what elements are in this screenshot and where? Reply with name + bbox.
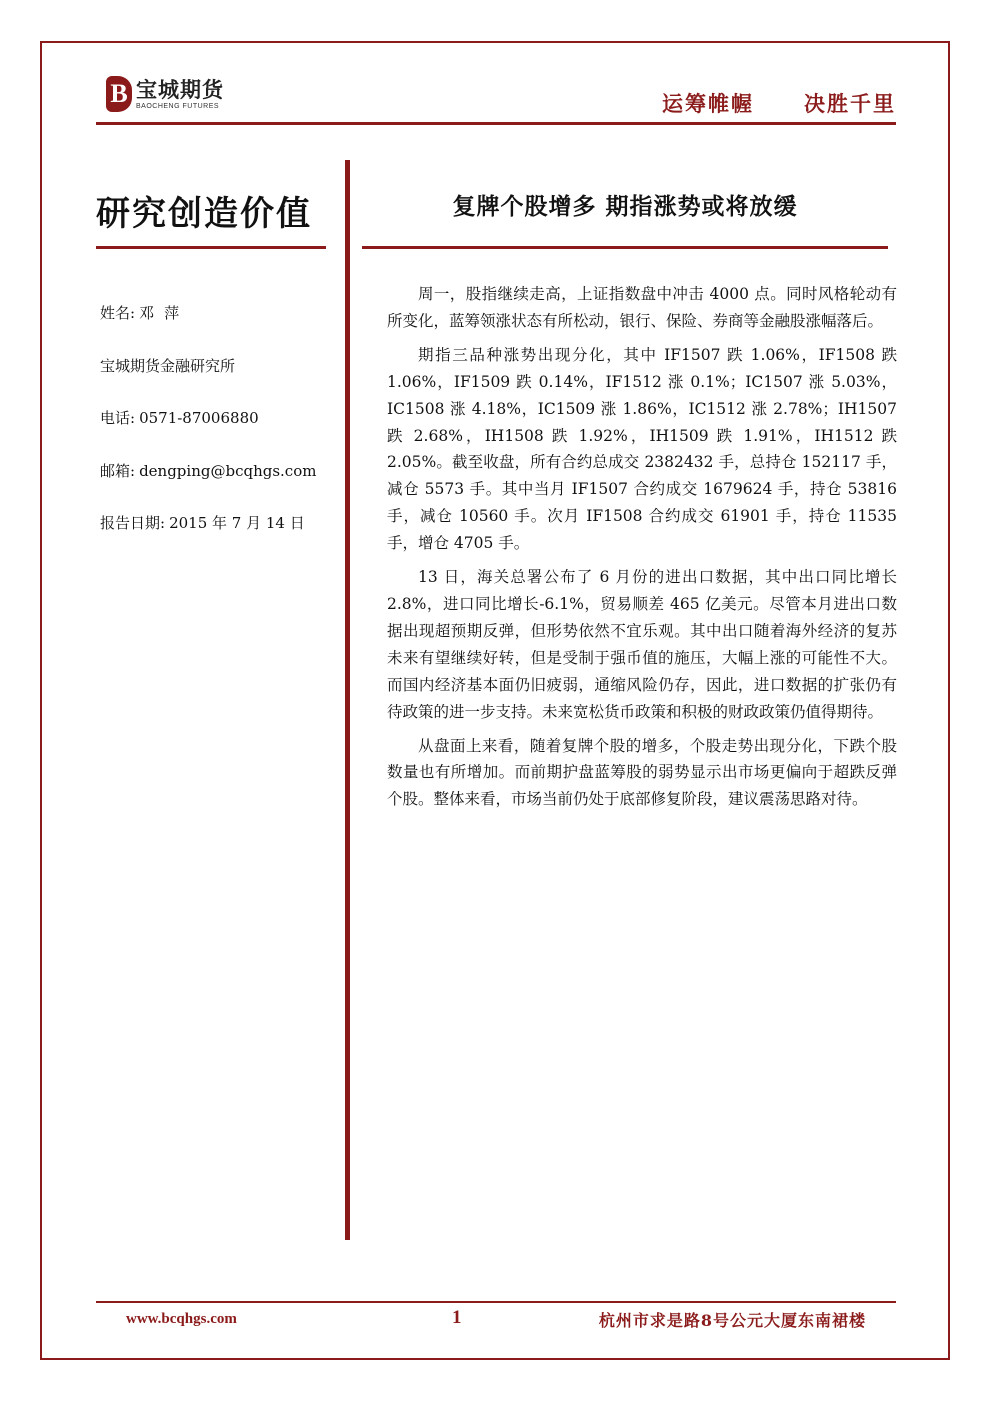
email-value: dengping@bcqhgs.com: [139, 462, 317, 480]
article-paragraph: 13 日，海关总署公布了 6 月份的进出口数据，其中出口同比增长 2.8%，进口同比增长-6.1%，贸易顺差 465 亿美元。尽管本月进出口数据出现超预期反弹，但形势依然不宜乐观。其中出口随着海外经济的复苏未来有望继续好转，但是受制于强币值的施压，大幅上涨的可能性不大。而国内经济基本面仍旧疲弱，通缩风险仍存，因此，进口数据的扩张仍有待政策的进一步支持。未来宽松货币政策和积极的财政政策仍值得期待。: [387, 568, 897, 721]
phone-value: 0571-87006880: [139, 409, 259, 427]
logo-cn: 宝城期货: [136, 76, 224, 102]
email-label: 邮箱:: [100, 462, 136, 480]
slogan-part-2: 决胜千里: [804, 91, 896, 116]
slogan: [662, 88, 896, 118]
article-body: [387, 281, 897, 820]
article-paragraph: 期指三品种涨势出现分化，其中 IF1507 跌 1.06%，IF1508 跌 1.06%，IF1509 跌 0.14%，IF1512 涨 0.1%；IC1507 涨 5.03%，IC1508 涨 4.18%，IC1509 涨 1.86%，IC1512 涨 2.78%；IH1507 跌 2.68%，IH1508 跌 1.92%，IH1509 跌 1.91%，IH1512 跌 2.05%。截至收盘，所有合约总成交 2382432 手，总持仓 152117 手，减仓 5573 手。其中当月 IF1507 合约成交 1679624 手，持仓 53816 手，减仓 10560 手。次月 IF1508 合约成交 61901 手，持仓 11535 手，增仓 4705 手。: [387, 345, 897, 553]
report-date-label: 报告日期:: [100, 514, 166, 532]
footer-address: 杭州市求是路8号公元大厦东南裙楼: [598, 1311, 866, 1330]
article-paragraph: 从盘面上来看，随着复牌个股的增多，个股走势出现分化，下跌个股数量也有所增加。而前期护盘蓝筹股的弱势显示出市场更偏向于超跌反弹个股。整体来看，市场当前仍处于底部修复阶段，建议震荡思路对待。: [387, 736, 897, 809]
logo-en: BAOCHENG FUTURES: [136, 102, 220, 110]
article-paragraph: 周一，股指继续走高，上证指数盘中冲击 4000 点。同时风格轮动有所变化，蓝筹领涨状态有所松动，银行、保险、券商等金融股涨幅落后。: [387, 285, 897, 330]
author-org: 宝城期货金融研究所: [100, 357, 236, 375]
report-date-value: 2015 年 7 月 14 日: [169, 514, 305, 532]
sidebar-title-divider: [96, 246, 326, 249]
author-email: [100, 460, 316, 481]
logo-b-icon: B: [106, 76, 132, 112]
phone-label: 电话:: [100, 409, 136, 427]
column-divider: [345, 160, 350, 1240]
logo-text: [136, 78, 224, 111]
article-title-divider: [362, 246, 888, 249]
slogan-part-1: 运筹帷幄: [662, 91, 754, 116]
header-divider: [96, 122, 896, 125]
page-header: [96, 70, 896, 128]
footer-url[interactable]: www.bcqhgs.com: [126, 1311, 237, 1327]
sidebar-title: 研究创造价值: [96, 194, 312, 234]
report-date: [100, 512, 305, 533]
article-title: 复牌个股增多 期指涨势或将放缓: [452, 193, 798, 220]
company-logo: [106, 76, 224, 112]
page-number: 1: [452, 1307, 462, 1328]
author-name-label: 姓名:: [100, 304, 136, 322]
footer-divider: [96, 1301, 896, 1303]
author-phone: [100, 407, 259, 428]
author-name-value: 邓萍: [139, 304, 190, 322]
author-name: [100, 302, 189, 323]
